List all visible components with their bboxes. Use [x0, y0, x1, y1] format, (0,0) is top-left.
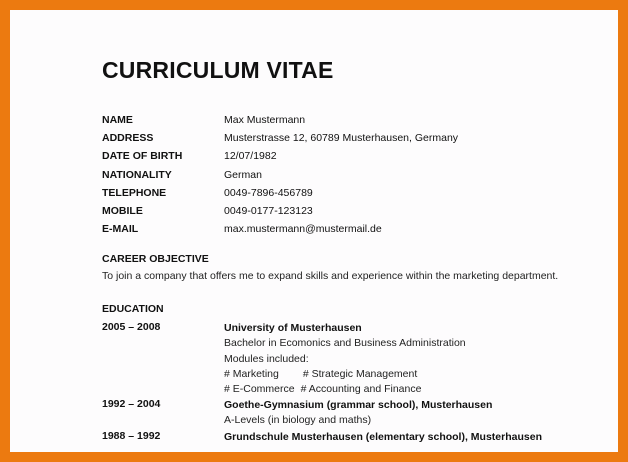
field-value: max.mustermann@mustermail.de: [224, 223, 382, 236]
education-detail: [224, 398, 492, 429]
field-label: NAME: [102, 114, 133, 127]
field-label: MOBILE: [102, 205, 143, 218]
education-school: Grundschule Musterhausen (elementary school), Musterhausen: [224, 431, 542, 443]
module-item: # Marketing: [224, 367, 279, 380]
module-item: # Strategic Management: [302, 367, 418, 380]
personal-row-mobile: [102, 202, 458, 220]
career-objective-heading: CAREER OBJECTIVE: [102, 253, 209, 265]
education-school: University of Musterhausen: [224, 322, 362, 334]
education-module-row: [224, 367, 466, 382]
education-module-row: [224, 382, 466, 397]
education-school: Goethe-Gymnasium (grammar school), Musterhausen: [224, 399, 493, 411]
field-value: Musterstrasse 12, 60789 Musterhausen, Germany: [224, 132, 459, 145]
personal-row-date-of-birth: [102, 147, 458, 165]
education-entry-elementary-school: [102, 430, 542, 445]
education-heading: EDUCATION: [102, 303, 164, 315]
module-item: # Accounting and Finance: [300, 383, 422, 396]
field-value: 0049-7896-456789: [224, 186, 313, 199]
education-detail: [224, 430, 542, 445]
field-label: TELEPHONE: [102, 186, 167, 199]
module-item: # E-Commerce: [224, 383, 295, 396]
personal-details: [102, 111, 458, 238]
education-degree: A-Levels (in biology and maths): [224, 414, 372, 427]
personal-row-nationality: [102, 166, 458, 184]
education-entry-university: [102, 321, 466, 397]
field-value: German: [224, 168, 262, 181]
education-period: 1992 – 2004: [102, 398, 161, 410]
personal-row-email: [102, 220, 458, 238]
education-entry-grammar-school: [102, 398, 492, 429]
field-value: 12/07/1982: [224, 150, 277, 163]
education-degree: Bachelor in Ecomonics and Business Administration: [224, 337, 466, 350]
education-detail: [224, 321, 466, 397]
education-period: 1988 – 1992: [102, 430, 161, 442]
personal-row-address: [102, 129, 458, 147]
education-period: 2005 – 2008: [102, 321, 161, 333]
career-objective-text: To join a company that offers me to expand skills and experience within the marketing department.: [102, 270, 559, 282]
personal-row-telephone: [102, 184, 458, 202]
field-label: NATIONALITY: [102, 168, 172, 181]
field-value: 0049-0177-123123: [224, 205, 313, 218]
field-label: ADDRESS: [102, 132, 154, 145]
field-label: E-MAIL: [102, 223, 139, 236]
document-title: CURRICULUM VITAE: [102, 57, 334, 83]
field-value: Max Mustermann: [224, 114, 306, 127]
personal-row-name: [102, 111, 458, 129]
field-label: DATE OF BIRTH: [102, 150, 183, 163]
education-modules-label: Modules included:: [224, 352, 309, 365]
